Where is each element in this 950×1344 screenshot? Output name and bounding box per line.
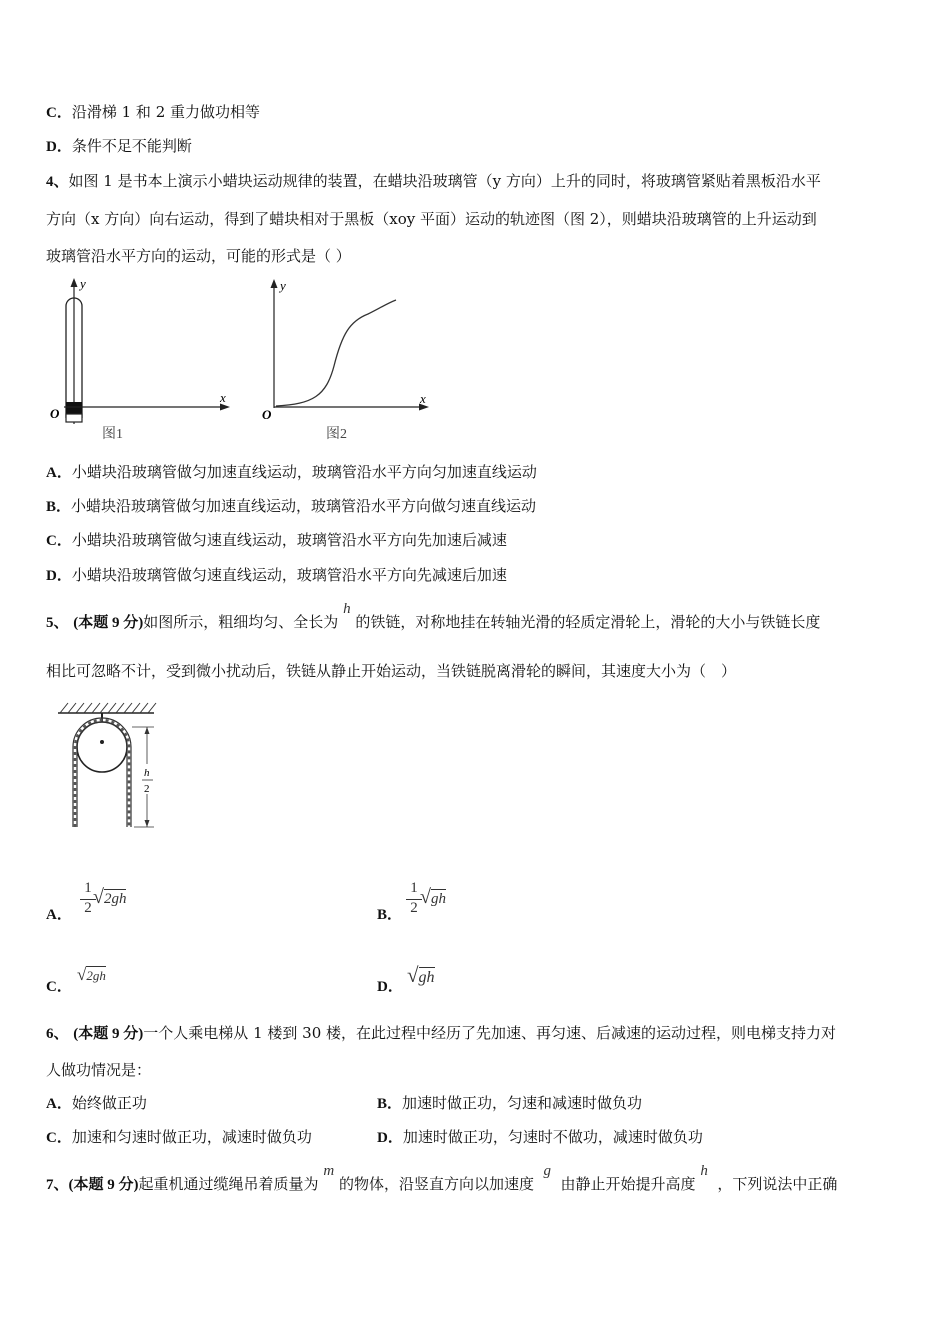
fraction-denominator: 2 — [410, 900, 418, 916]
question-text: 方向（x 方向）向右运动，得到了蜡块相对于黑板（xoy 平面）运动的轨迹图（图 2），则蜡块沿玻璃管的上升运动到 — [46, 210, 817, 228]
q6-option-b — [377, 1093, 642, 1114]
score-note: (本题 9 分) — [73, 615, 144, 631]
option-label: C． — [46, 533, 72, 549]
q6-option-c — [46, 1127, 312, 1148]
option-label: A． — [46, 465, 72, 481]
score-note: (本题 9 分) — [68, 1177, 139, 1193]
question-text: 起重机通过缆绳吊着质量为 — [138, 1175, 319, 1193]
dimension-numerator: h — [144, 767, 150, 779]
q4-stem-line1 — [46, 171, 821, 192]
q3-option-d — [46, 136, 192, 157]
option-text: 加速时做正功，匀速时不做功，减速时做负功 — [402, 1128, 703, 1146]
question-text: 的物体，沿竖直方向以加速度 — [338, 1175, 534, 1193]
fig1-caption: 图1 — [102, 427, 123, 442]
question-number: 4、 — [46, 174, 69, 190]
question-text: 如图 1 是书本上演示小蜡块运动规律的装置，在蜡块沿玻璃管（y 方向）上升的同时，将玻璃管紧贴着黑板沿水平 — [68, 172, 821, 190]
question-text: ，下列说法中正确 — [717, 1175, 838, 1193]
q5-option-c-sqrt: √2gh — [77, 965, 106, 984]
option-label: D． — [46, 139, 72, 155]
question-number: 5、 — [46, 615, 69, 631]
fig2-origin: O — [262, 407, 272, 422]
question-text: 由静止开始提升高度 — [560, 1175, 696, 1193]
var-g: g — [543, 1163, 551, 1179]
option-label: B． — [377, 907, 403, 923]
option-label: C． — [46, 979, 72, 995]
q3-option-c — [46, 102, 260, 123]
q4-option-c — [46, 530, 507, 551]
q5-option-b-sqrt: √gh — [420, 886, 446, 908]
option-text: 小蜡块沿玻璃管做匀加速直线运动，玻璃管沿水平方向做匀速直线运动 — [71, 497, 537, 515]
radicand: gh — [430, 891, 446, 907]
option-label: C． — [46, 1130, 72, 1146]
radicand: 2gh — [103, 891, 127, 907]
fig1-y-label: y — [80, 276, 86, 291]
option-text: 小蜡块沿玻璃管做匀速直线运动，玻璃管沿水平方向先加速后减速 — [71, 531, 507, 549]
fig2-x-label: x — [420, 391, 426, 406]
dimension-denominator: 2 — [144, 783, 150, 795]
question-text: 玻璃管沿水平方向的运动，可能的形式是（ ） — [46, 247, 351, 265]
q4-figure-2 — [258, 276, 448, 446]
q4-figure-1 — [44, 276, 244, 446]
radicand: 2gh — [86, 968, 106, 983]
option-label: C． — [46, 105, 72, 121]
score-note: (本题 9 分) — [73, 1026, 144, 1042]
option-label: D． — [46, 568, 72, 584]
q5-option-d-sqrt: √gh — [407, 963, 435, 987]
fig1-origin: O — [50, 406, 60, 421]
question-text: 如图所示，粗细均匀、全长为 — [143, 613, 339, 631]
option-label: B． — [46, 499, 72, 515]
q5-stem-line2 — [46, 661, 736, 681]
option-text: 始终做正功 — [71, 1094, 147, 1112]
option-text: 沿滑梯 1 和 2 重力做功相等 — [71, 103, 261, 121]
fig2-y-label: y — [280, 278, 286, 293]
fig1-x-label: x — [220, 390, 226, 405]
option-label: D． — [377, 1130, 403, 1146]
option-text: 加速时做正功，匀速和减速时做负功 — [402, 1094, 643, 1112]
question-text: 一个人乘电梯从 1 楼到 30 楼，在此过程中经历了先加速、再匀速、后减速的运动过程，则电梯支持力对 — [143, 1024, 837, 1042]
fraction-numerator: 1 — [410, 880, 418, 896]
q6-stem-line2 — [46, 1060, 151, 1080]
option-label: D． — [377, 979, 403, 995]
q5-option-d-label — [377, 976, 403, 997]
question-number: 6、 — [46, 1026, 69, 1042]
option-label: A． — [46, 907, 72, 923]
q7-stem-line1 — [46, 1163, 838, 1195]
option-label: B． — [377, 1096, 403, 1112]
fraction-numerator: 1 — [84, 880, 92, 896]
var-m: m — [323, 1163, 335, 1179]
q5-chain-pulley-figure — [52, 700, 172, 840]
option-text: 加速和匀速时做正功，减速时做负功 — [71, 1128, 312, 1146]
fig2-caption: 图2 — [326, 427, 347, 442]
q4-option-a — [46, 462, 537, 483]
q6-option-d — [377, 1127, 703, 1148]
option-text: 小蜡块沿玻璃管做匀加速直线运动，玻璃管沿水平方向匀加速直线运动 — [71, 463, 537, 481]
q4-option-d — [46, 565, 507, 586]
q4-stem-line2 — [46, 209, 817, 229]
q5-option-b-label — [377, 904, 402, 925]
question-text: 的铁链，对称地挂在转轴光滑的轻质定滑轮上，滑轮的大小与铁链长度 — [355, 613, 821, 631]
fraction-denominator: 2 — [84, 900, 92, 916]
radicand: gh — [418, 969, 435, 986]
q4-stem-line3 — [46, 246, 351, 266]
q4-option-b — [46, 496, 536, 517]
var-h: h — [343, 601, 351, 617]
question-text: 人做功情况是： — [46, 1061, 152, 1079]
option-text: 条件不足不能判断 — [71, 137, 192, 155]
q6-stem-line1 — [46, 1023, 836, 1044]
q5-option-c-label — [46, 976, 72, 997]
option-label: A． — [46, 1096, 72, 1112]
option-text: 小蜡块沿玻璃管做匀速直线运动，玻璃管沿水平方向先减速后加速 — [71, 566, 507, 584]
question-number: 7、 — [46, 1177, 69, 1193]
q6-option-a — [46, 1093, 147, 1114]
question-text: 相比可忽略不计，受到微小扰动后，铁链从静止开始运动，当铁链脱离滑轮的瞬间，其速度大小为（ ） — [46, 662, 737, 680]
q5-stem-line1 — [46, 601, 821, 633]
var-h: h — [700, 1163, 708, 1179]
q5-option-a-label — [46, 904, 72, 925]
q5-option-a-sqrt: √2gh — [93, 886, 127, 908]
